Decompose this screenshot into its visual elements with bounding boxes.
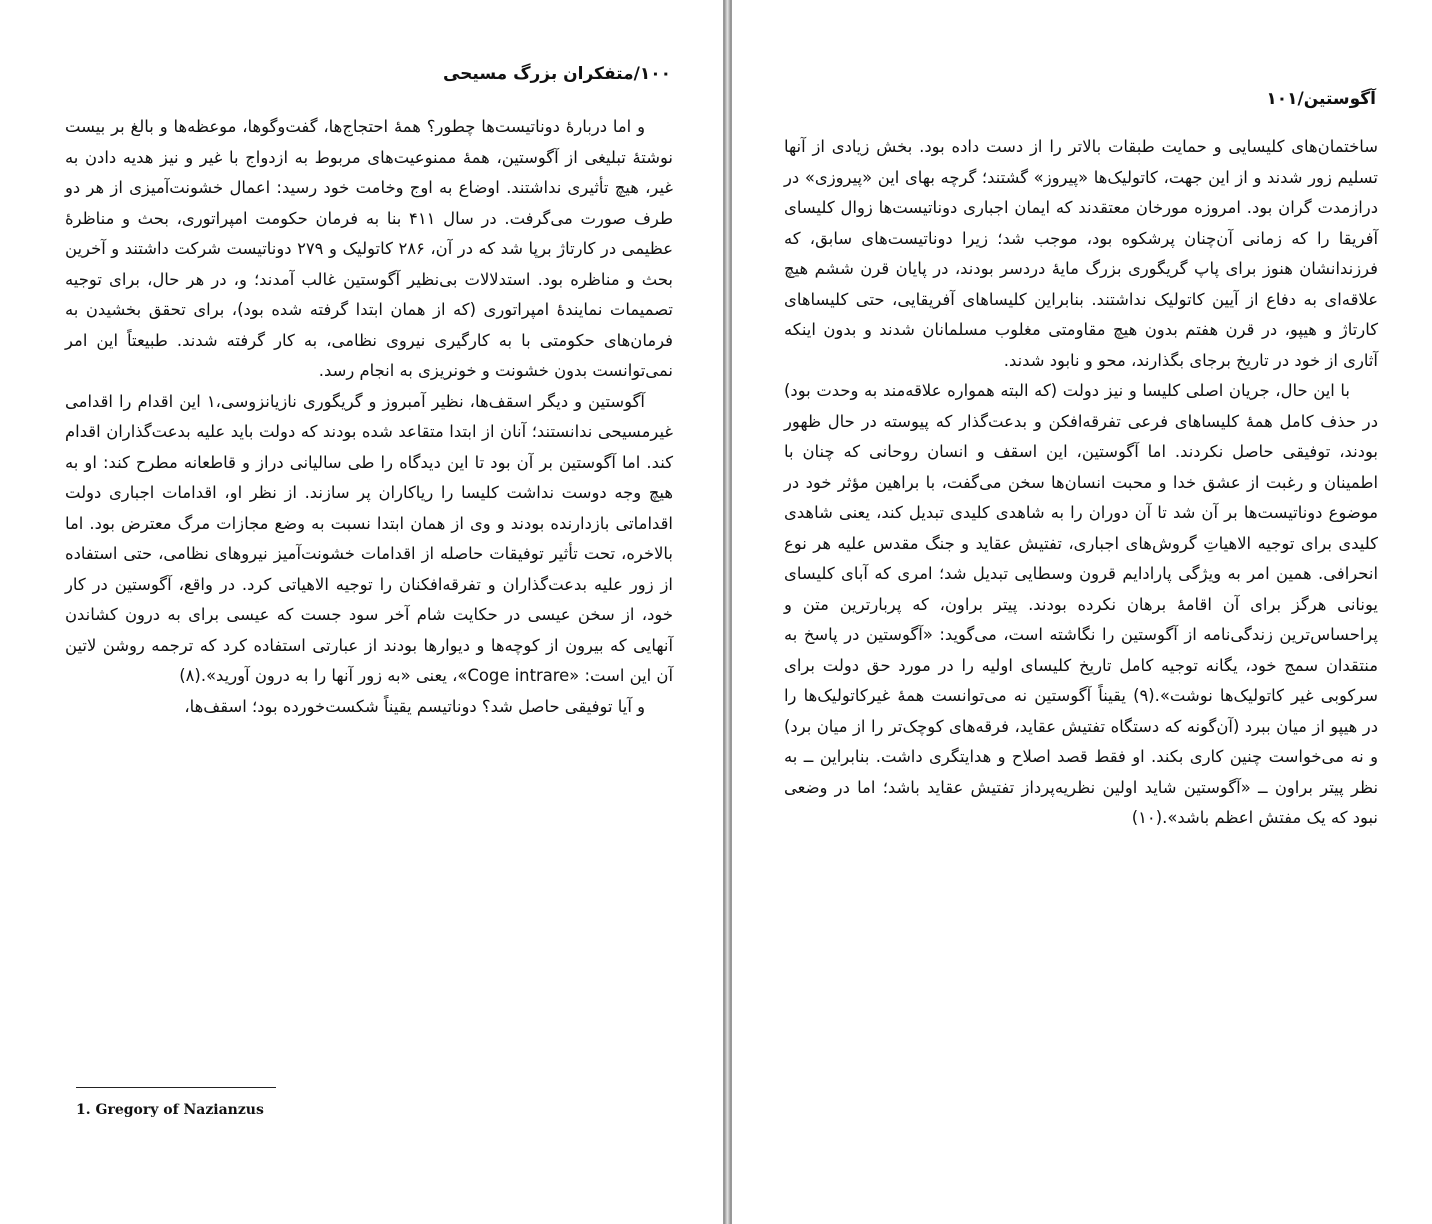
left-body-text <box>65 112 673 722</box>
left-running-head: ۱۰۰/متفکران بزرگ مسیحی <box>442 64 671 84</box>
right-body-text <box>784 132 1378 834</box>
footnote-divider <box>76 1087 276 1088</box>
book-gutter <box>724 0 731 1224</box>
left-paragraph-1: و اما دربارهٔ دوناتیست‌ها چطور؟ همهٔ احتجاج‌ها، گفت‌وگوها، موعظه‌ها و بالغ بر بیست نوشتهٔ تبلیغی از آگوستین، همهٔ ممنوعیت‌های مربوط به ازدواج با غیر و نیز هدیه دادن به غیر، هیچ تأثیری نداشتند. اوضاع به اوج وخامت خود رسید: اعمال خشونت‌آمیزی از هر دو طرف صورت می‌گرفت. در سال ۴۱۱ بنا به فرمان حکومت امپراتوری، بحث و مناظرهٔ عظیمی در کارتاژ برپا شد که در آن، ۲۸۶ کاتولیک و ۲۷۹ دوناتیست شرکت داشتند و آخرین بحث و مناظره بود. استدلالات بی‌نظیر آگوستین غالب آمدند؛ و، در هر حال، برای توجیه تصمیمات نمایندهٔ امپراتوری (که از همان ابتدا گرفته شده بود)، برای تحقق بخشیدن به فرمان‌های حکومتی با به کارگیری نیروی نظامی، به کار گرفته شدند. طبیعتاً این امر نمی‌توانست بدون خشونت و خونریزی به انجام رسد. <box>65 117 673 380</box>
footnote: 1. Gregory of Nazianzus <box>76 1102 264 1118</box>
left-paragraph-3: و آیا توفیقی حاصل شد؟ دوناتیسم یقیناً شکست‌خورده بود؛ اسقف‌ها، <box>184 696 645 716</box>
right-paragraph-1: ساختمان‌های کلیسایی و حمایت طبقات بالاتر را از دست داده بود. بخش زیادی از آنها تسلیم زور شدند و از این جهت، کاتولیک‌ها «پیروز» گشتند؛ گرچه بهای این «پیروزی» در درازمدت گران بود. امروزه مورخان معتقدند که ایمان اجباری دوناتیست‌ها زوال کلیسای آفریقا را که زمانی آن‌چنان پرشکوه بود، موجب شد؛ زیرا دوناتیست‌های سابق، که فرزندانشان هنوز برای پاپ گریگوری بزرگ مایهٔ دردسر بودند، در پایان قرن ششم هیچ علاقه‌ای به دفاع از آیین کاتولیک نداشتند. بنابراین کلیساهای آفریقایی، حتی کلیساهای کارتاژ و هیپو، در قرن هفتم بدون هیچ مقاومتی مغلوب مسلمانان شدند و بدون اینکه آثاری از خود در تاریخ برجای بگذارند، محو و نابود شدند. <box>784 137 1378 370</box>
right-running-head: آگوستین/۱۰۱ <box>1266 89 1376 109</box>
left-paragraph-2: آگوستین و دیگر اسقف‌ها، نظیر آمبروز و گریگوری نازیانزوسی،۱ این اقدام را اقدامی غیرمسیحی ندانستند؛ آنان از ابتدا متقاعد شده بودند که دولت باید علیه بدعت‌گذاران اقدام کند. اما آگوستین بر آن بود تا این دیدگاه را طی سالیانی دراز و قاطعانه مطرح کند: او به هیچ وجه دوست نداشت کلیسا را ریاکاران پر سازند. از نظر او، اقدامات اجباری دولت اقداماتی بازدارنده بودند و وی از همان ابتدا نسبت به وضع مجازات مرگ معترض بود. اما بالاخره، تحت تأثیر توفیقات حاصله از اقدامات خشونت‌آمیز نیروهای نظامی، حتی استفاده از زور علیه بدعت‌گذاران و تفرقه‌افکنان را توجیه الاهیاتی کرد. در واقع، آگوستین در کار خود، از سخن عیسی در حکایت شام آخر سود جست که عیسی برای به درون کشاندن آنهایی که بیرون از کوچه‌ها و دیوارها بودند از عبارتی استفاده کرد که ترجمه روشن لاتین آن این است: «Coge intrare»، یعنی «به زور آنها را به درون آورید».(۸) <box>65 391 673 685</box>
right-page <box>731 0 1432 1224</box>
right-paragraph-2: با این حال، جریان اصلی کلیسا و نیز دولت (که البته همواره علاقه‌مند به وحدت بود) در حذف کامل همهٔ کلیساهای فرعی تفرقه‌افکن و بدعت‌گذار که پیوسته در حال ظهور بودند، توفیقی حاصل نکردند. اما آگوستین، این اسقف و انسان روحانی که چنان با اطمینان و رغبت از عشق خدا و محبت انسان‌ها سخن می‌گفت، با براهین مؤثر خود در موضوع دوناتیست‌ها بر آن شد تا آن دوران را به شاهدی کلیدی تبدیل کند، یعنی شاهدی کلیدی برای توجیه الاهیاتِ گروش‌های اجباری، تفتیش عقاید و جنگ مقدس علیه هر نوع انحرافی. همین امر به ویژگی پارادایم قرون وسطایی تبدیل شد؛ امری که آبای کلیسای یونانی هرگز برای آن اقامهٔ برهان نکرده بودند. پیتر براون، که پربارترین متن و پراحساس‌ترین زندگی‌نامه از آگوستین را نگاشته است، می‌گوید: «آگوستین در پاسخ به منتقدان سمج خود، یگانه توجیه کامل تاریخ کلیسای اولیه را در مورد حق دولت برای سرکوبی غیر کاتولیک‌ها نوشت».(۹) یقیناً آگوستین نه می‌توانست همهٔ غیرکاتولیک‌ها را در هیپو از میان ببرد (آن‌گونه که دستگاه تفتیش عقاید، فرقه‌های کوچک‌تر را از میان برد) و نه می‌خواست چنین کاری بکند. او فقط قصد اصلاح و هدایتگری داشت. بنابراین ــ به نظر پیتر براون ــ «آگوستین شاید اولین نظریه‌پرداز تفتیش عقاید باشد؛ اما در وضعی نبود که یک مفتش اعظم باشد».(۱۰) <box>784 381 1378 827</box>
